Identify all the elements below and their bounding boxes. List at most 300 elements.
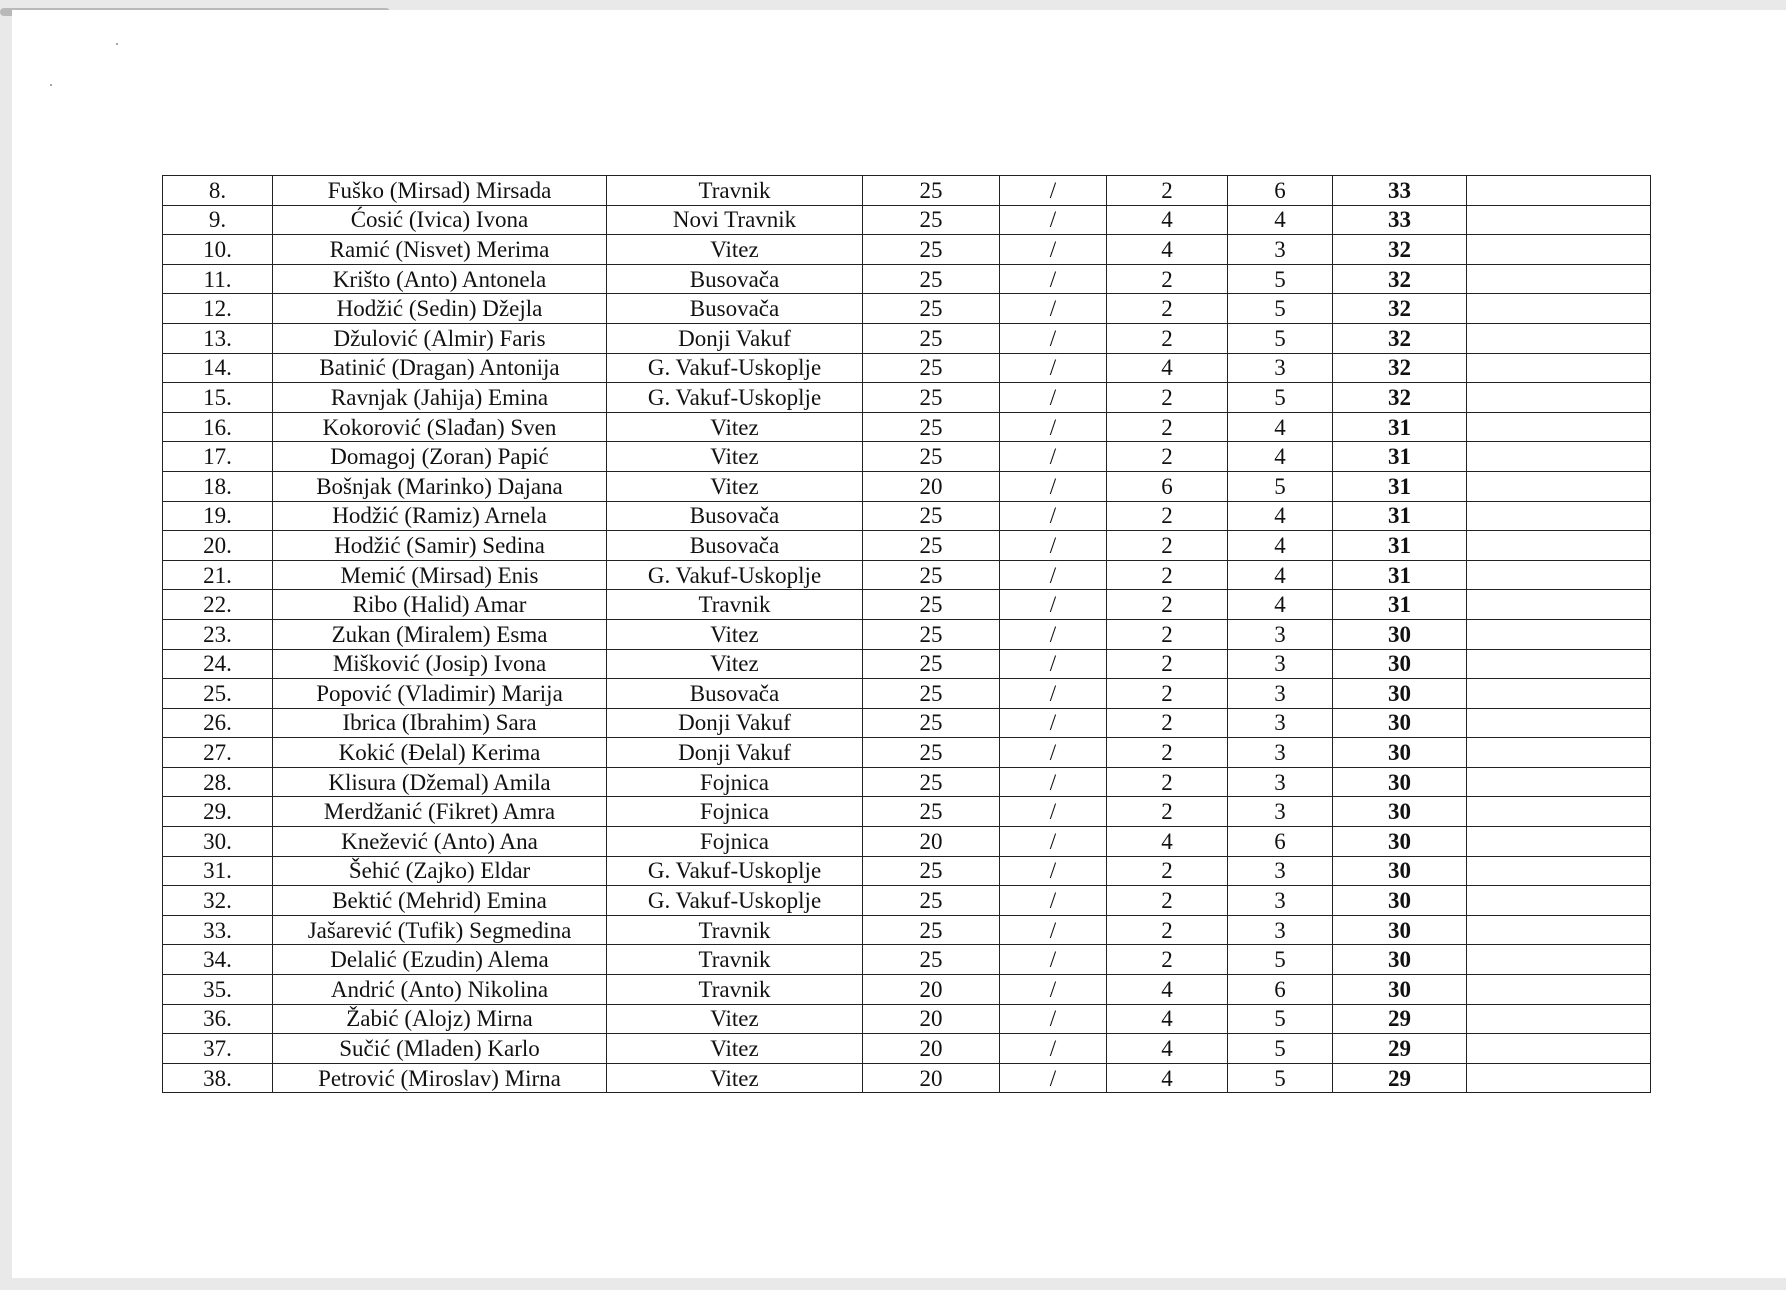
name-cell: Sučić (Mladen) Karlo [273, 1034, 607, 1064]
table-row [163, 294, 1651, 324]
score-3-cell: 2 [1107, 738, 1228, 768]
total-cell: 30 [1333, 975, 1467, 1005]
score-4-cell: 4 [1228, 412, 1333, 442]
score-2-cell: / [1000, 767, 1107, 797]
city-cell: Busovača [607, 531, 863, 561]
name-cell: Jašarević (Tufik) Segmedina [273, 915, 607, 945]
city-cell: Busovača [607, 501, 863, 531]
score-4-cell: 3 [1228, 738, 1333, 768]
name-cell: Delalić (Ezudin) Alema [273, 945, 607, 975]
city-cell: Travnik [607, 176, 863, 206]
score-1-cell: 25 [863, 797, 1000, 827]
score-2-cell: / [1000, 235, 1107, 265]
document-page [12, 10, 1786, 1278]
total-cell: 32 [1333, 353, 1467, 383]
rank-cell: 25. [163, 679, 273, 709]
score-4-cell: 3 [1228, 886, 1333, 916]
note-cell [1467, 1063, 1651, 1093]
total-cell: 32 [1333, 383, 1467, 413]
city-cell: Donji Vakuf [607, 708, 863, 738]
score-1-cell: 25 [863, 945, 1000, 975]
score-3-cell: 2 [1107, 442, 1228, 472]
score-1-cell: 25 [863, 767, 1000, 797]
name-cell: Fuško (Mirsad) Mirsada [273, 176, 607, 206]
table-row [163, 264, 1651, 294]
name-cell: Hodžić (Samir) Sedina [273, 531, 607, 561]
note-cell [1467, 501, 1651, 531]
note-cell [1467, 886, 1651, 916]
table-row [163, 767, 1651, 797]
rank-cell: 8. [163, 176, 273, 206]
score-1-cell: 25 [863, 176, 1000, 206]
note-cell [1467, 205, 1651, 235]
score-1-cell: 25 [863, 590, 1000, 620]
total-cell: 30 [1333, 915, 1467, 945]
city-cell: G. Vakuf-Uskoplje [607, 383, 863, 413]
score-3-cell: 2 [1107, 945, 1228, 975]
score-2-cell: / [1000, 560, 1107, 590]
total-cell: 30 [1333, 797, 1467, 827]
name-cell: Hodžić (Ramiz) Arnela [273, 501, 607, 531]
note-cell [1467, 1034, 1651, 1064]
name-cell: Zukan (Miralem) Esma [273, 619, 607, 649]
score-1-cell: 20 [863, 1063, 1000, 1093]
rank-cell: 37. [163, 1034, 273, 1064]
rank-cell: 15. [163, 383, 273, 413]
score-3-cell: 4 [1107, 1004, 1228, 1034]
table-row [163, 1004, 1651, 1034]
score-3-cell: 2 [1107, 708, 1228, 738]
table-row [163, 1063, 1651, 1093]
table-row [163, 323, 1651, 353]
table-row [163, 501, 1651, 531]
score-3-cell: 2 [1107, 294, 1228, 324]
city-cell: Vitez [607, 619, 863, 649]
note-cell [1467, 383, 1651, 413]
name-cell: Bošnjak (Marinko) Dajana [273, 471, 607, 501]
score-1-cell: 25 [863, 235, 1000, 265]
score-4-cell: 5 [1228, 1063, 1333, 1093]
name-cell: Šehić (Zajko) Eldar [273, 856, 607, 886]
score-4-cell: 4 [1228, 590, 1333, 620]
score-4-cell: 4 [1228, 501, 1333, 531]
score-2-cell: / [1000, 915, 1107, 945]
score-2-cell: / [1000, 1034, 1107, 1064]
city-cell: Travnik [607, 975, 863, 1005]
score-4-cell: 3 [1228, 708, 1333, 738]
score-4-cell: 5 [1228, 1034, 1333, 1064]
score-2-cell: / [1000, 294, 1107, 324]
rank-cell: 33. [163, 915, 273, 945]
rank-cell: 30. [163, 827, 273, 857]
rank-cell: 20. [163, 531, 273, 561]
city-cell: Vitez [607, 442, 863, 472]
results-table [162, 175, 1651, 1093]
score-1-cell: 20 [863, 975, 1000, 1005]
score-1-cell: 25 [863, 294, 1000, 324]
total-cell: 31 [1333, 560, 1467, 590]
table-row [163, 353, 1651, 383]
score-3-cell: 2 [1107, 649, 1228, 679]
score-2-cell: / [1000, 383, 1107, 413]
score-3-cell: 2 [1107, 412, 1228, 442]
score-4-cell: 3 [1228, 619, 1333, 649]
score-3-cell: 4 [1107, 1034, 1228, 1064]
score-2-cell: / [1000, 501, 1107, 531]
name-cell: Ribo (Halid) Amar [273, 590, 607, 620]
score-2-cell: / [1000, 264, 1107, 294]
total-cell: 33 [1333, 176, 1467, 206]
score-3-cell: 2 [1107, 264, 1228, 294]
score-1-cell: 25 [863, 383, 1000, 413]
score-3-cell: 2 [1107, 383, 1228, 413]
score-2-cell: / [1000, 975, 1107, 1005]
score-2-cell: / [1000, 708, 1107, 738]
city-cell: Fojnica [607, 827, 863, 857]
name-cell: Mišković (Josip) Ivona [273, 649, 607, 679]
total-cell: 30 [1333, 767, 1467, 797]
city-cell: Donji Vakuf [607, 738, 863, 768]
city-cell: G. Vakuf-Uskoplje [607, 353, 863, 383]
table-row [163, 856, 1651, 886]
total-cell: 30 [1333, 945, 1467, 975]
rank-cell: 27. [163, 738, 273, 768]
note-cell [1467, 915, 1651, 945]
score-1-cell: 25 [863, 412, 1000, 442]
table-row [163, 1034, 1651, 1064]
score-3-cell: 2 [1107, 531, 1228, 561]
total-cell: 30 [1333, 619, 1467, 649]
score-4-cell: 4 [1228, 560, 1333, 590]
table-row [163, 412, 1651, 442]
score-4-cell: 3 [1228, 767, 1333, 797]
score-3-cell: 2 [1107, 767, 1228, 797]
score-1-cell: 25 [863, 264, 1000, 294]
score-2-cell: / [1000, 827, 1107, 857]
rank-cell: 13. [163, 323, 273, 353]
score-2-cell: / [1000, 353, 1107, 383]
score-3-cell: 2 [1107, 886, 1228, 916]
note-cell [1467, 560, 1651, 590]
note-cell [1467, 856, 1651, 886]
total-cell: 30 [1333, 708, 1467, 738]
score-4-cell: 6 [1228, 827, 1333, 857]
score-3-cell: 2 [1107, 797, 1228, 827]
total-cell: 29 [1333, 1063, 1467, 1093]
total-cell: 30 [1333, 649, 1467, 679]
total-cell: 31 [1333, 531, 1467, 561]
table-row [163, 975, 1651, 1005]
table-row [163, 442, 1651, 472]
score-1-cell: 25 [863, 738, 1000, 768]
score-1-cell: 25 [863, 708, 1000, 738]
total-cell: 29 [1333, 1004, 1467, 1034]
score-4-cell: 5 [1228, 945, 1333, 975]
table-row [163, 649, 1651, 679]
total-cell: 32 [1333, 264, 1467, 294]
score-3-cell: 2 [1107, 619, 1228, 649]
note-cell [1467, 1004, 1651, 1034]
score-4-cell: 3 [1228, 797, 1333, 827]
city-cell: Vitez [607, 1063, 863, 1093]
rank-cell: 34. [163, 945, 273, 975]
score-3-cell: 2 [1107, 590, 1228, 620]
score-2-cell: / [1000, 619, 1107, 649]
score-3-cell: 2 [1107, 560, 1228, 590]
city-cell: Busovača [607, 264, 863, 294]
total-cell: 30 [1333, 738, 1467, 768]
score-2-cell: / [1000, 649, 1107, 679]
score-1-cell: 20 [863, 1034, 1000, 1064]
city-cell: Travnik [607, 590, 863, 620]
score-1-cell: 25 [863, 886, 1000, 916]
score-3-cell: 2 [1107, 501, 1228, 531]
name-cell: Hodžić (Sedin) Džejla [273, 294, 607, 324]
score-1-cell: 25 [863, 619, 1000, 649]
rank-cell: 23. [163, 619, 273, 649]
rank-cell: 18. [163, 471, 273, 501]
table-row [163, 590, 1651, 620]
table-row [163, 383, 1651, 413]
score-2-cell: / [1000, 176, 1107, 206]
city-cell: Vitez [607, 412, 863, 442]
table-row [163, 471, 1651, 501]
rank-cell: 17. [163, 442, 273, 472]
rank-cell: 19. [163, 501, 273, 531]
note-cell [1467, 619, 1651, 649]
name-cell: Andrić (Anto) Nikolina [273, 975, 607, 1005]
name-cell: Merdžanić (Fikret) Amra [273, 797, 607, 827]
note-cell [1467, 590, 1651, 620]
name-cell: Ibrica (Ibrahim) Sara [273, 708, 607, 738]
name-cell: Ramić (Nisvet) Merima [273, 235, 607, 265]
score-4-cell: 5 [1228, 323, 1333, 353]
rank-cell: 16. [163, 412, 273, 442]
score-1-cell: 25 [863, 560, 1000, 590]
table-row [163, 176, 1651, 206]
score-3-cell: 6 [1107, 471, 1228, 501]
score-4-cell: 3 [1228, 915, 1333, 945]
city-cell: Vitez [607, 471, 863, 501]
table-row [163, 235, 1651, 265]
rank-cell: 35. [163, 975, 273, 1005]
rank-cell: 32. [163, 886, 273, 916]
score-2-cell: / [1000, 797, 1107, 827]
rank-cell: 29. [163, 797, 273, 827]
score-1-cell: 25 [863, 915, 1000, 945]
score-2-cell: / [1000, 856, 1107, 886]
score-1-cell: 25 [863, 679, 1000, 709]
note-cell [1467, 264, 1651, 294]
rank-cell: 14. [163, 353, 273, 383]
city-cell: G. Vakuf-Uskoplje [607, 560, 863, 590]
score-4-cell: 5 [1228, 1004, 1333, 1034]
city-cell: Busovača [607, 294, 863, 324]
city-cell: Vitez [607, 235, 863, 265]
rank-cell: 22. [163, 590, 273, 620]
table-row [163, 945, 1651, 975]
score-4-cell: 3 [1228, 235, 1333, 265]
score-2-cell: / [1000, 1004, 1107, 1034]
name-cell: Knežević (Anto) Ana [273, 827, 607, 857]
score-4-cell: 5 [1228, 264, 1333, 294]
total-cell: 30 [1333, 886, 1467, 916]
total-cell: 30 [1333, 679, 1467, 709]
score-4-cell: 3 [1228, 856, 1333, 886]
total-cell: 32 [1333, 294, 1467, 324]
city-cell: Novi Travnik [607, 205, 863, 235]
score-1-cell: 20 [863, 827, 1000, 857]
city-cell: Fojnica [607, 797, 863, 827]
rank-cell: 21. [163, 560, 273, 590]
score-4-cell: 5 [1228, 383, 1333, 413]
table-row [163, 738, 1651, 768]
note-cell [1467, 412, 1651, 442]
table-row [163, 827, 1651, 857]
name-cell: Bektić (Mehrid) Emina [273, 886, 607, 916]
note-cell [1467, 176, 1651, 206]
score-4-cell: 3 [1228, 679, 1333, 709]
note-cell [1467, 649, 1651, 679]
city-cell: Busovača [607, 679, 863, 709]
score-3-cell: 4 [1107, 975, 1228, 1005]
note-cell [1467, 797, 1651, 827]
total-cell: 29 [1333, 1034, 1467, 1064]
rank-cell: 28. [163, 767, 273, 797]
score-3-cell: 4 [1107, 1063, 1228, 1093]
note-cell [1467, 679, 1651, 709]
name-cell: Džulović (Almir) Faris [273, 323, 607, 353]
score-4-cell: 4 [1228, 205, 1333, 235]
score-2-cell: / [1000, 945, 1107, 975]
total-cell: 32 [1333, 323, 1467, 353]
total-cell: 31 [1333, 501, 1467, 531]
note-cell [1467, 945, 1651, 975]
note-cell [1467, 767, 1651, 797]
score-3-cell: 2 [1107, 679, 1228, 709]
city-cell: Vitez [607, 1004, 863, 1034]
table-row [163, 679, 1651, 709]
score-1-cell: 25 [863, 531, 1000, 561]
note-cell [1467, 708, 1651, 738]
total-cell: 30 [1333, 827, 1467, 857]
score-2-cell: / [1000, 471, 1107, 501]
score-2-cell: / [1000, 412, 1107, 442]
table-row [163, 797, 1651, 827]
table-row [163, 708, 1651, 738]
rank-cell: 12. [163, 294, 273, 324]
city-cell: Donji Vakuf [607, 323, 863, 353]
table-row [163, 560, 1651, 590]
city-cell: G. Vakuf-Uskoplje [607, 886, 863, 916]
total-cell: 31 [1333, 442, 1467, 472]
note-cell [1467, 235, 1651, 265]
city-cell: Vitez [607, 649, 863, 679]
name-cell: Ćosić (Ivica) Ivona [273, 205, 607, 235]
score-4-cell: 4 [1228, 442, 1333, 472]
score-2-cell: / [1000, 1063, 1107, 1093]
name-cell: Klisura (Džemal) Amila [273, 767, 607, 797]
note-cell [1467, 353, 1651, 383]
score-3-cell: 4 [1107, 235, 1228, 265]
score-4-cell: 4 [1228, 531, 1333, 561]
score-3-cell: 2 [1107, 856, 1228, 886]
score-3-cell: 4 [1107, 205, 1228, 235]
note-cell [1467, 323, 1651, 353]
score-2-cell: / [1000, 442, 1107, 472]
total-cell: 31 [1333, 471, 1467, 501]
name-cell: Memić (Mirsad) Enis [273, 560, 607, 590]
scan-speck [116, 43, 118, 45]
table-row [163, 915, 1651, 945]
score-1-cell: 20 [863, 1004, 1000, 1034]
city-cell: Travnik [607, 945, 863, 975]
score-3-cell: 4 [1107, 353, 1228, 383]
score-1-cell: 25 [863, 649, 1000, 679]
name-cell: Batinić (Dragan) Antonija [273, 353, 607, 383]
score-4-cell: 5 [1228, 294, 1333, 324]
score-3-cell: 2 [1107, 176, 1228, 206]
rank-cell: 26. [163, 708, 273, 738]
score-1-cell: 25 [863, 205, 1000, 235]
total-cell: 31 [1333, 590, 1467, 620]
score-2-cell: / [1000, 205, 1107, 235]
table-row [163, 205, 1651, 235]
note-cell [1467, 827, 1651, 857]
note-cell [1467, 294, 1651, 324]
name-cell: Ravnjak (Jahija) Emina [273, 383, 607, 413]
score-2-cell: / [1000, 886, 1107, 916]
city-cell: Travnik [607, 915, 863, 945]
note-cell [1467, 531, 1651, 561]
name-cell: Kokić (Đelal) Kerima [273, 738, 607, 768]
name-cell: Petrović (Miroslav) Mirna [273, 1063, 607, 1093]
score-3-cell: 2 [1107, 323, 1228, 353]
score-4-cell: 3 [1228, 353, 1333, 383]
score-2-cell: / [1000, 679, 1107, 709]
city-cell: Vitez [607, 1034, 863, 1064]
total-cell: 31 [1333, 412, 1467, 442]
name-cell: Krišto (Anto) Antonela [273, 264, 607, 294]
rank-cell: 11. [163, 264, 273, 294]
city-cell: G. Vakuf-Uskoplje [607, 856, 863, 886]
score-2-cell: / [1000, 590, 1107, 620]
score-3-cell: 4 [1107, 827, 1228, 857]
score-1-cell: 20 [863, 471, 1000, 501]
name-cell: Domagoj (Zoran) Papić [273, 442, 607, 472]
score-2-cell: / [1000, 531, 1107, 561]
note-cell [1467, 442, 1651, 472]
total-cell: 32 [1333, 235, 1467, 265]
rank-cell: 10. [163, 235, 273, 265]
score-3-cell: 2 [1107, 915, 1228, 945]
rank-cell: 31. [163, 856, 273, 886]
score-1-cell: 25 [863, 323, 1000, 353]
table-row [163, 531, 1651, 561]
rank-cell: 24. [163, 649, 273, 679]
score-1-cell: 25 [863, 353, 1000, 383]
results-table-body [163, 176, 1651, 1093]
total-cell: 33 [1333, 205, 1467, 235]
name-cell: Kokorović (Slađan) Sven [273, 412, 607, 442]
score-1-cell: 25 [863, 442, 1000, 472]
total-cell: 30 [1333, 856, 1467, 886]
note-cell [1467, 738, 1651, 768]
score-4-cell: 3 [1228, 649, 1333, 679]
score-4-cell: 6 [1228, 176, 1333, 206]
score-4-cell: 6 [1228, 975, 1333, 1005]
name-cell: Popović (Vladimir) Marija [273, 679, 607, 709]
